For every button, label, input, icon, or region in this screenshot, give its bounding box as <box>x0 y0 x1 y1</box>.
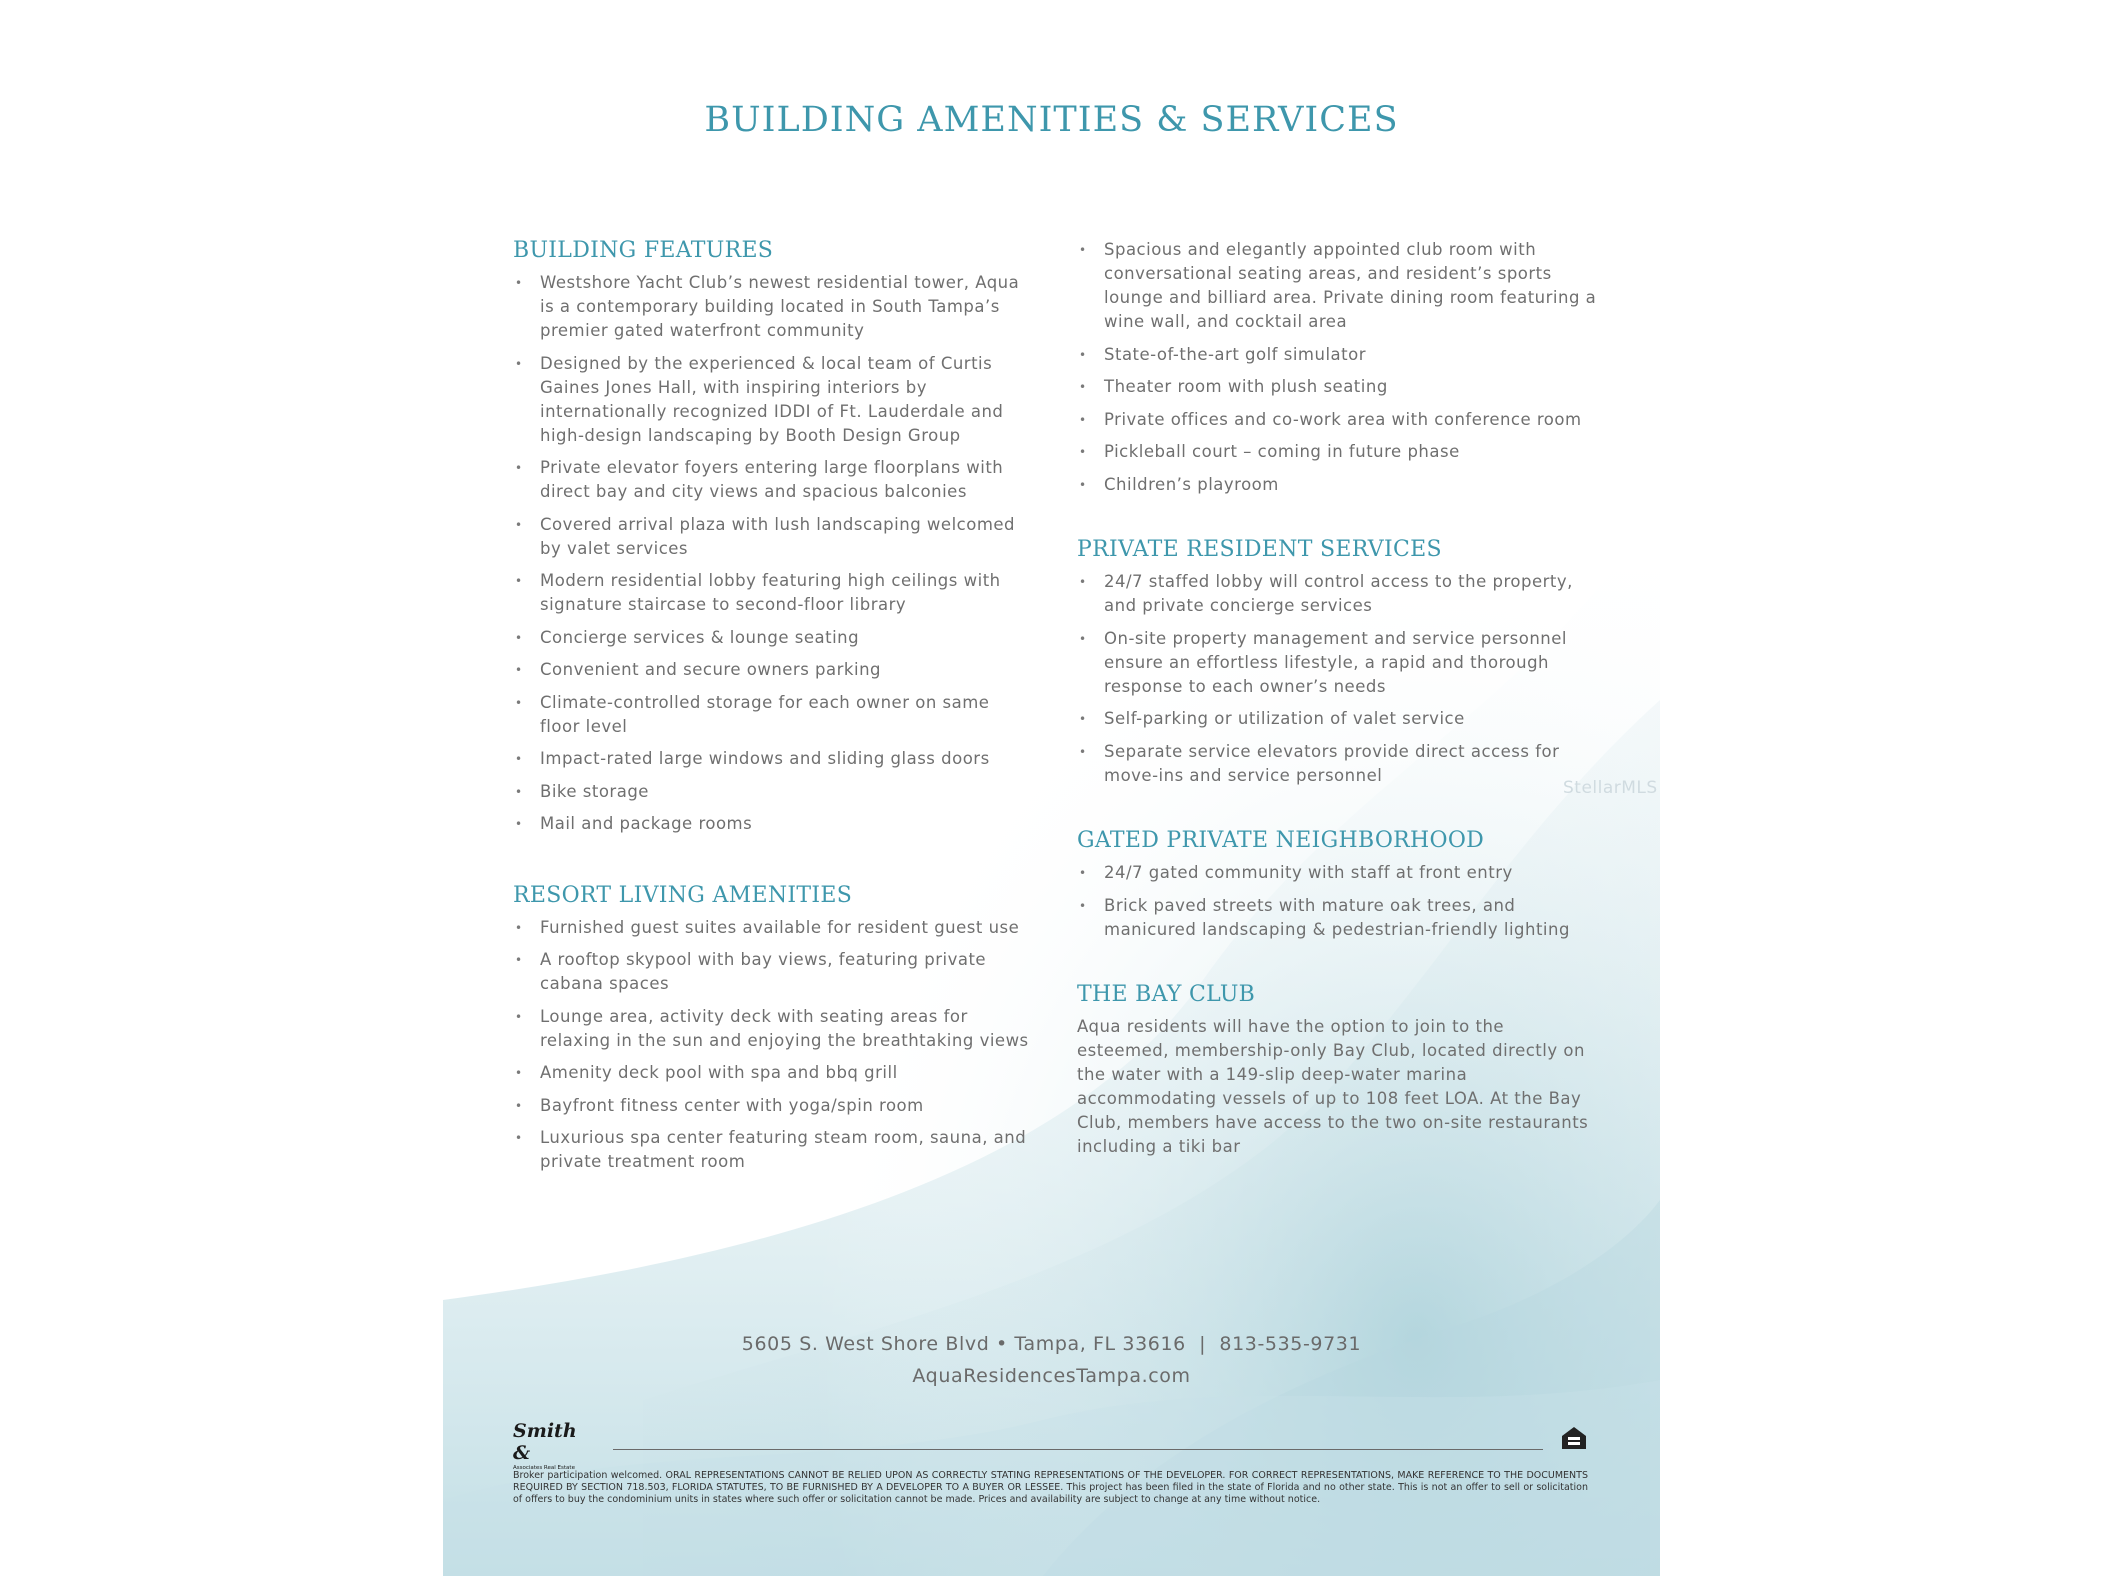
bay-club-heading: THE BAY CLUB <box>1077 982 1256 1007</box>
list-item: • Self-parking or utilization of valet service <box>1077 707 1597 731</box>
equal-housing-icon <box>1560 1424 1588 1452</box>
list-item: • Concierge services & lounge seating <box>513 626 1033 650</box>
list-item: • Luxurious spa center featuring steam room, sauna, and private treatment room <box>513 1126 1033 1174</box>
list-item: • Impact-rated large windows and sliding glass doors <box>513 747 1033 771</box>
footer-divider <box>613 1449 1543 1450</box>
list-item: • A rooftop skypool with bay views, featuring private cabana spaces <box>513 948 1033 996</box>
resort-living-heading: RESORT LIVING AMENITIES <box>513 882 853 908</box>
list-item: • Children’s playroom <box>1077 473 1597 497</box>
resort-living-list <box>513 916 1033 1175</box>
page-title: BUILDING AMENITIES & SERVICES <box>704 100 1399 140</box>
brochure-page <box>443 0 1660 1576</box>
footer-website-link[interactable]: AquaResidencesTampa.com <box>912 1365 1191 1387</box>
list-item: • Bayfront fitness center with yoga/spin room <box>513 1094 1033 1118</box>
list-item: • Lounge area, activity deck with seating areas for relaxing in the sun and enjoying the breathtaking views <box>513 1005 1033 1053</box>
list-item: • 24/7 staffed lobby will control access to the property, and private concierge services <box>1077 570 1597 618</box>
private-services-list <box>1077 570 1597 788</box>
list-item: • Pickleball court – coming in future phase <box>1077 440 1597 464</box>
legal-disclaimer: Broker participation welcomed. ORAL REPRESENTATIONS CANNOT BE RELIED UPON AS CORRECTLY STATING REPRESENTATIONS OF THE DEVELOPER. FOR CORRECT REPRESENTATIONS, MAKE REFERENCE TO THE DOCUMENTS REQUIRED BY SECTION 718.503, FLORIDA STATUTES, TO BE FURNISHED BY A DEVELOPER TO A BUYER OR LESSEE. This project has been filed in the state of Florida and no other state. This is not an offer to sell or solicitation of offers to buy the condominium units in states where such offer or solicitation cannot be made. Prices and availability are subject to change at any time without notice. <box>513 1470 1588 1505</box>
list-item: • Amenity deck pool with spa and bbq grill <box>513 1061 1033 1085</box>
right-column <box>1077 238 1597 1159</box>
list-item: • Mail and package rooms <box>513 812 1033 836</box>
building-features-list <box>513 271 1033 836</box>
list-item: • Covered arrival plaza with lush landscaping welcomed by valet services <box>513 513 1033 561</box>
resort-living-continued-list <box>1077 238 1597 497</box>
list-item: • On-site property management and service personnel ensure an effortless lifestyle, a rapid and thorough response to each owner’s needs <box>1077 627 1597 699</box>
left-column <box>513 238 1033 1183</box>
gated-neighborhood-heading: GATED PRIVATE NEIGHBORHOOD <box>1077 828 1485 853</box>
building-features-heading: BUILDING FEATURES <box>513 238 774 263</box>
list-item: • Climate-controlled storage for each owner on same floor level <box>513 691 1033 739</box>
list-item: • Designed by the experienced & local team of Curtis Gaines Jones Hall, with inspiring interiors by internationally recognized IDDI of Ft. Lauderdale and high-design landscaping by Booth Design Group <box>513 352 1033 448</box>
list-item: • Modern residential lobby featuring high ceilings with signature staircase to second-floor library <box>513 569 1033 617</box>
smith-associates-logo <box>513 1420 593 1471</box>
list-item: • Brick paved streets with mature oak trees, and manicured landscaping & pedestrian-friendly lighting <box>1077 894 1597 942</box>
list-item: • Furnished guest suites available for resident guest use <box>513 916 1033 940</box>
logo-line1: Smith & <box>513 1420 577 1464</box>
list-item: • Private elevator foyers entering large floorplans with direct bay and city views and spacious balconies <box>513 456 1033 504</box>
list-item: • Spacious and elegantly appointed club room with conversational seating areas, and resident’s sports lounge and billiard area. Private dining room featuring a wine wall, and cocktail area <box>1077 238 1597 334</box>
list-item: • State-of-the-art golf simulator <box>1077 343 1597 367</box>
private-services-heading: PRIVATE RESIDENT SERVICES <box>1077 537 1442 562</box>
logo-line2: Associates Real Estate <box>513 1465 575 1471</box>
list-item: • Bike storage <box>513 780 1033 804</box>
bay-club-text: Aqua residents will have the option to join to the esteemed, membership-only Bay Club, located directly on the water with a 149-slip deep-water marina accommodating vessels of up to 108 feet LOA. At the Bay Club, members have access to the two on-site restaurants including a tiki bar <box>1077 1017 1589 1156</box>
watermark: StellarMLS <box>1563 778 1658 798</box>
list-item: • Westshore Yacht Club’s newest residential tower, Aqua is a contemporary building located in South Tampa’s premier gated waterfront community <box>513 271 1033 343</box>
footer-address: 5605 S. West Shore Blvd • Tampa, FL 33616 | 813-535-9731 <box>741 1333 1362 1355</box>
list-item: • Theater room with plush seating <box>1077 375 1597 399</box>
list-item: • Separate service elevators provide direct access for move-ins and service personnel <box>1077 740 1597 788</box>
list-item: • Convenient and secure owners parking <box>513 658 1033 682</box>
list-item: • 24/7 gated community with staff at front entry <box>1077 861 1597 885</box>
gated-neighborhood-list <box>1077 861 1597 942</box>
list-item: • Private offices and co-work area with conference room <box>1077 408 1597 432</box>
